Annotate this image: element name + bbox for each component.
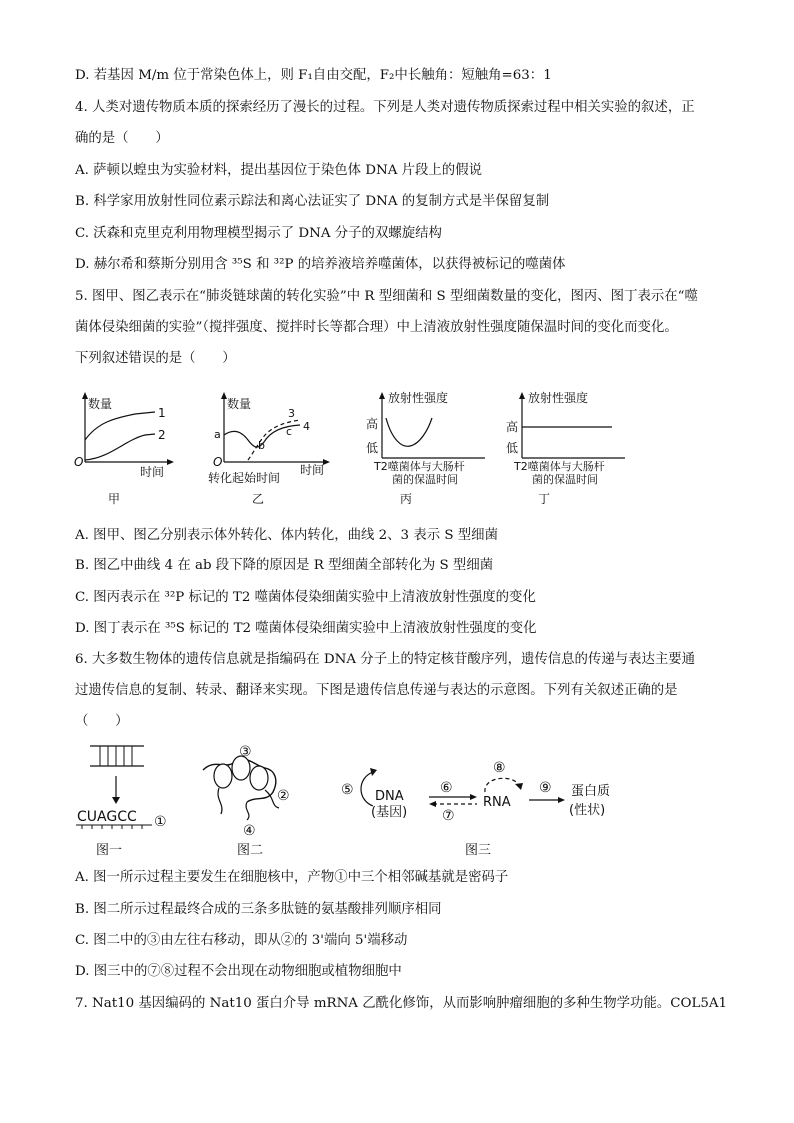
fig3-dna: DNA xyxy=(375,789,404,804)
q5-option-a: A. 图甲、图乙分别表示体外转化、体内转化，曲线 2、3 表示 S 型细菌 xyxy=(75,528,498,543)
bing-caption: 丙 xyxy=(400,492,413,506)
q7-stem-line1: 7. Nat10 基因编码的 Nat10 蛋白介导 mRNA 乙酰化修饰，从而影响肿瘤细胞的多种生物学功能。COL5A1 xyxy=(75,996,728,1011)
fig3-trait: (性状) xyxy=(569,803,606,818)
q6-option-d: D. 图三中的⑦⑧过程不会出现在动物细胞或植物细胞中 xyxy=(75,964,402,979)
yi-ylabel: 数量 xyxy=(227,397,252,411)
q6-option-a: A. 图一所示过程主要发生在细胞核中，产物①中三个相邻碱基就是密码子 xyxy=(75,870,509,885)
jia-curve-2 xyxy=(85,434,155,460)
fig2-peptide-1 xyxy=(218,788,222,814)
bing-xlabel-line2: 菌的保温时间 xyxy=(392,473,458,486)
q5-stem-line3: 下列叙述错误的是（ ） xyxy=(75,351,236,366)
fig2-ribosome-3 xyxy=(250,766,268,790)
jia-xlabel: 时间 xyxy=(140,465,165,479)
jia-curve1-label: 1 xyxy=(158,406,166,420)
yi-xlabel: 时间 xyxy=(300,463,325,477)
fig3-rna-replication-arrow xyxy=(485,778,519,792)
ding-xlabel-line1: T2噬菌体与大肠杆 xyxy=(514,460,605,473)
fig2-ribosome-1 xyxy=(214,764,232,788)
fig1-sequence: CUAGCC xyxy=(77,809,137,825)
q6-stem-line1: 6. 大多数生物体的遗传信息就是指编码在 DNA 分子上的特定核苷酸序列，遗传信息的传递与表达主要通 xyxy=(75,652,696,667)
q6-stem-line3: （ ） xyxy=(75,714,129,729)
bing-curve xyxy=(386,418,432,446)
q6-option-b: B. 图二所示过程最终合成的三条多肽链的氨基酸排列顺序相同 xyxy=(75,902,442,917)
fig3-gene: (基因) xyxy=(371,805,408,820)
yi-curve4-label: 4 xyxy=(303,420,310,433)
fig3-caption: 图三 xyxy=(465,843,492,858)
q5-stem-line1: 5. 图甲、图乙表示在“肺炎链球菌的转化实验”中 R 型细菌和 S 型细菌数量的变化，图丙、图丁表示在“噬 xyxy=(75,289,698,304)
q6-option-c: C. 图二中的③由左往右移动，即从②的 3'端向 5'端移动 xyxy=(75,933,408,948)
fig2-label-2: ② xyxy=(277,788,290,804)
fig3-label-9: ⑨ xyxy=(539,780,552,796)
ding-xlabel-line2: 菌的保温时间 xyxy=(532,473,598,486)
jia-ylabel: 数量 xyxy=(88,397,113,411)
fig3-label-6: ⑥ xyxy=(440,780,453,796)
bing-xlabel-line1: T2噬菌体与大肠杆 xyxy=(374,460,465,473)
jia-caption: 甲 xyxy=(108,492,121,506)
figure-ding xyxy=(500,390,640,510)
fig3-label-8: ⑧ xyxy=(493,760,506,776)
fig3-label-7: ⑦ xyxy=(442,808,455,824)
q4-option-d: D. 赫尔希和蔡斯分别用含 ³⁵S 和 ³²P 的培养液培养噬菌体，以获得被标记的噬菌体 xyxy=(75,257,566,272)
fig3-protein: 蛋白质 xyxy=(571,784,611,799)
fig1-label-1: ① xyxy=(154,814,167,830)
yi-point-c: c xyxy=(286,425,293,438)
q5-option-c: C. 图丙表示在 ³²P 标记的 T2 噬菌体侵染细菌实验中上清液放射性强度的变化 xyxy=(75,590,536,605)
q4-option-a: A. 萨顿以蝗虫为实验材料，提出基因位于染色体 DNA 片段上的假说 xyxy=(75,163,482,178)
ding-high: 高 xyxy=(506,420,519,434)
bing-low: 低 xyxy=(366,441,379,455)
figure-jia xyxy=(70,390,180,510)
jia-curve2-label: 2 xyxy=(158,428,166,442)
figure-bing xyxy=(360,390,500,510)
ding-caption: 丁 xyxy=(538,492,551,506)
yi-origin: O xyxy=(213,455,223,469)
fig1-caption: 图一 xyxy=(96,843,123,858)
yi-point-b: b xyxy=(258,439,265,452)
fig2-label-4: ④ xyxy=(243,823,256,839)
fig3-replication-arrow xyxy=(361,772,373,806)
fig3-label-5: ⑤ xyxy=(341,782,354,798)
ding-ylabel: 放射性强度 xyxy=(528,391,589,405)
fig2-peptide-2 xyxy=(246,802,249,820)
figure-two xyxy=(195,740,305,860)
q6-stem-line2: 过遗传信息的复制、转录、翻译来实现。下图是遗传信息传递与表达的示意图。下列有关叙述正确的是 xyxy=(75,683,678,698)
jia-curve-1 xyxy=(85,412,155,440)
bing-ylabel: 放射性强度 xyxy=(388,391,449,405)
yi-caption: 乙 xyxy=(252,492,265,506)
ding-low: 低 xyxy=(506,441,519,455)
q5-stem-line2: 菌体侵染细菌的实验”（搅拌强度、搅拌时长等都合理）中上清液放射性强度随保温时间的变化而变化。 xyxy=(75,320,678,335)
q4-option-c: C. 沃森和克里克利用物理模型揭示了 DNA 分子的双螺旋结构 xyxy=(75,226,442,241)
q4-option-b: B. 科学家用放射性同位素示踪法和离心法证实了 DNA 的复制方式是半保留复制 xyxy=(75,194,550,209)
fig3-rna: RNA xyxy=(483,795,511,810)
fig2-caption: 图二 xyxy=(237,843,264,858)
q3-option-d: D. 若基因 M/m 位于常染色体上，则 F₁自由交配，F₂中长触角：短触角=63：1 xyxy=(75,68,552,83)
q4-stem-line1: 4. 人类对遗传物质本质的探索经历了漫长的过程。下列是人类对遗传物质探索过程中相关实验的叙述，正 xyxy=(75,100,695,115)
yi-curve3-label: 3 xyxy=(288,407,295,420)
bing-high: 高 xyxy=(366,417,379,431)
q5-option-d: D. 图丁表示在 ³⁵S 标记的 T2 噬菌体侵染细菌实验中上清液放射性强度的变化 xyxy=(75,621,537,636)
figure-three xyxy=(335,740,635,860)
figure-one xyxy=(72,740,192,860)
q4-stem-line2: 确的是（ ） xyxy=(75,131,169,146)
yi-point-a: a xyxy=(214,428,221,441)
yi-note: 转化起始时间 xyxy=(208,471,281,485)
figure-yi xyxy=(200,390,340,510)
jia-origin: O xyxy=(74,455,84,469)
q5-option-b: B. 图乙中曲线 4 在 ab 段下降的原因是 R 型细菌全部转化为 S 型细菌 xyxy=(75,558,494,573)
fig2-label-3: ③ xyxy=(239,744,252,760)
